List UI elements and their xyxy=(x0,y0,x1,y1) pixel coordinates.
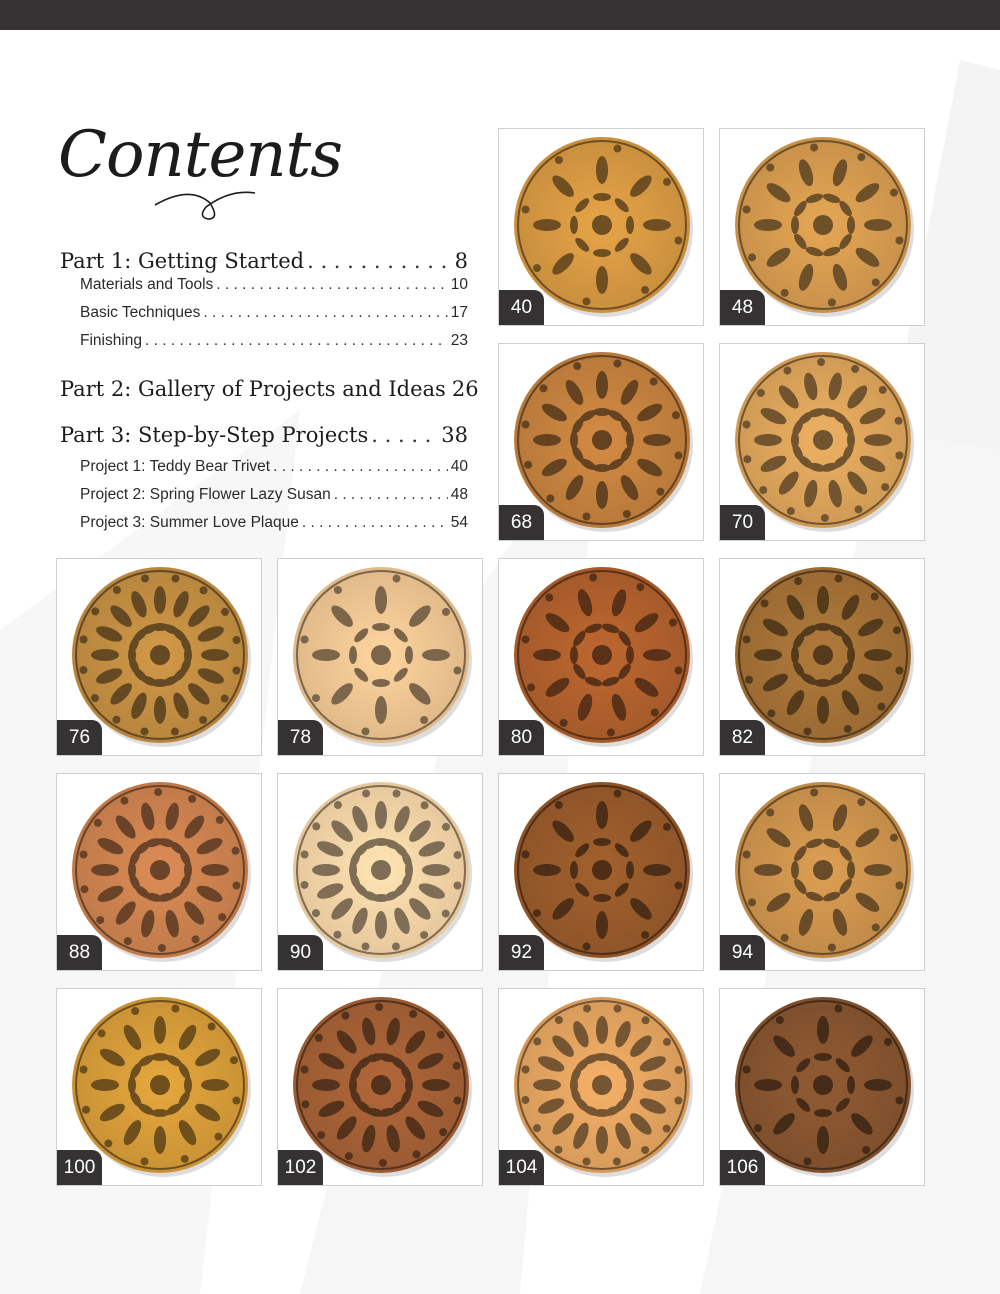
toc-entry[interactable] xyxy=(60,332,468,360)
toc-entry-page: 26 xyxy=(451,377,479,401)
page-number-badge: 80 xyxy=(499,720,544,755)
page-number-badge: 88 xyxy=(57,935,102,970)
toc-entry-page: 23 xyxy=(450,332,468,349)
page-number-badge: 94 xyxy=(720,935,765,970)
toc-entry[interactable] xyxy=(60,246,468,276)
title-swash-ornament xyxy=(150,185,260,225)
page-number-badge: 40 xyxy=(499,290,544,325)
page-number-badge: 92 xyxy=(499,935,544,970)
leader-dots xyxy=(334,486,448,504)
leader-dots xyxy=(273,458,448,476)
toc-entry-label: Part 2: Gallery of Projects and Ideas xyxy=(60,377,446,401)
gallery-tile[interactable] xyxy=(719,988,925,1186)
toc-entry[interactable] xyxy=(60,412,468,458)
gallery-tile[interactable] xyxy=(498,558,704,756)
toc-entry-page: 54 xyxy=(450,514,468,531)
toc-entry[interactable] xyxy=(60,366,479,412)
page-number-badge: 78 xyxy=(278,720,323,755)
page-number-badge: 90 xyxy=(278,935,323,970)
gallery-tile[interactable] xyxy=(277,988,483,1186)
toc-entry[interactable] xyxy=(60,276,468,304)
gallery-tile[interactable] xyxy=(56,988,262,1186)
leader-dots xyxy=(216,276,447,294)
gallery-tile[interactable] xyxy=(719,773,925,971)
gallery-tile[interactable] xyxy=(56,558,262,756)
toc-entry-page: 40 xyxy=(450,458,468,475)
toc-entry-label: Project 2: Spring Flower Lazy Susan xyxy=(80,486,331,503)
toc-entry-page: 48 xyxy=(450,486,468,503)
toc-entry-page: 17 xyxy=(450,304,468,321)
toc-entry-label: Basic Techniques xyxy=(80,304,201,321)
page-number-badge: 76 xyxy=(57,720,102,755)
gallery-tile[interactable] xyxy=(56,773,262,971)
toc-entry-page: 8 xyxy=(454,249,468,273)
gallery-tile[interactable] xyxy=(277,558,483,756)
page-number-badge: 104 xyxy=(499,1150,544,1185)
toc-entry-page: 10 xyxy=(450,276,468,293)
page-title: Contents xyxy=(58,118,343,192)
leader-dots xyxy=(307,249,452,273)
page-number-badge: 106 xyxy=(720,1150,765,1185)
leader-dots xyxy=(371,423,438,447)
toc-entry[interactable] xyxy=(60,458,468,486)
gallery-tile[interactable] xyxy=(719,343,925,541)
gallery-tile[interactable] xyxy=(277,773,483,971)
toc-entry-label: Part 3: Step-by-Step Projects xyxy=(60,423,369,447)
page-number-badge: 68 xyxy=(499,505,544,540)
page-number-badge: 100 xyxy=(57,1150,102,1185)
gallery-tile[interactable] xyxy=(498,773,704,971)
table-of-contents xyxy=(60,246,479,542)
toc-entry[interactable] xyxy=(60,514,468,542)
toc-entry-label: Part 1: Getting Started xyxy=(60,249,305,273)
gallery-tile[interactable] xyxy=(498,988,704,1186)
leader-dots xyxy=(203,304,447,322)
top-bar xyxy=(0,0,1000,30)
toc-entry-label: Finishing xyxy=(80,332,143,349)
page-number-badge: 102 xyxy=(278,1150,323,1185)
gallery-tile[interactable] xyxy=(498,343,704,541)
page-number-badge: 48 xyxy=(720,290,765,325)
toc-entry-label: Project 1: Teddy Bear Trivet xyxy=(80,458,271,475)
gallery-tile[interactable] xyxy=(719,558,925,756)
toc-entry-label: Materials and Tools xyxy=(80,276,214,293)
toc-entry[interactable] xyxy=(60,304,468,332)
toc-entry-page: 38 xyxy=(441,423,468,447)
page-number-badge: 82 xyxy=(720,720,765,755)
gallery-tile[interactable] xyxy=(498,128,704,326)
toc-entry[interactable] xyxy=(60,486,468,514)
toc-entry-label: Project 3: Summer Love Plaque xyxy=(80,514,299,531)
page-number-badge: 70 xyxy=(720,505,765,540)
leader-dots xyxy=(302,514,448,532)
leader-dots xyxy=(145,332,448,350)
gallery-tile[interactable] xyxy=(719,128,925,326)
